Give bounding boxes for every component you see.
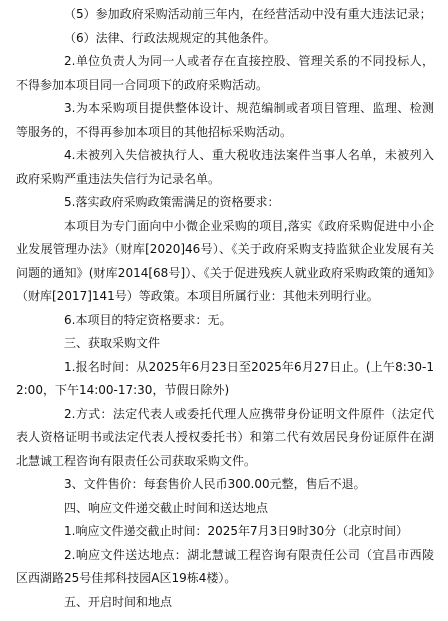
paragraph-requirement-4: 4.未被列入失信被执行人、重大税收违法案件当事人名单，未被列入政府采购严重违法失信行为记录名单。 (16, 148, 434, 186)
paragraph-delivery-location: 2.响应文件送达地点：湖北慧诚工程咨询有限责任公司（宜昌市西陵区西湖路25号佳邦科技园A区19栋4楼）。 (16, 547, 434, 585)
paragraph-condition-6: （6）法律、行政法规规定的其他条件。 (64, 30, 276, 45)
section-heading-obtain-documents: 三、获取采购文件 (64, 336, 161, 350)
paragraph-requirement-5: 5.落实政府采购政策需满足的资格要求： (64, 195, 280, 209)
paragraph-document-price: 3、文件售价：每套售价人民币300.00元整，售后不退。 (64, 477, 366, 491)
paragraph-deadline-time: 1.响应文件递交截止时间：2025年7月3日9时30分（北京时间） (64, 524, 409, 538)
paragraph-requirement-6: 6.本项目的特定资格要求：无。 (64, 312, 232, 327)
section-heading-submission-deadline: 四、响应文件递交截止时间和送达地点 (64, 500, 269, 515)
paragraph-policy-detail: 本项目为专门面向中小微企业采购的项目,落实《政府采购促进中小企业发展管理办法》（财库[2020]46号）、《关于政府采购支持监狱企业发展有关问题的通知》(财库2014[68号]）、《关于促进残疾人就业政府采购政策的通知》（财库[2017]141号）等政策。本项目所属行业：其他未列明行业。 (16, 218, 434, 303)
paragraph-method: 2.方式：法定代表人或委托代理人应携带身份证明文件原件（法定代表人资格证明书或法定代表人授权委托书）和第二代有效居民身份证原件在湖北慧诚工程咨询有限责任公司获取采购文件。 (16, 406, 434, 468)
paragraph-requirement-2: 2.单位负责人为同一人或者存在直接控股、管理关系的不同投标人，不得参加本项目同一合同项下的政府采购活动。 (16, 54, 434, 92)
paragraph-requirement-3: 3.为本采购项目提供整体设计、规范编制或者项目管理、监理、检测等服务的，不得再参加本项目的其他招标采购活动。 (16, 101, 434, 139)
section-heading-opening-time: 五、开启时间和地点 (64, 594, 173, 609)
paragraph-condition-5: （5）参加政府采购活动前三年内，在经营活动中没有重大违法记录； (64, 7, 432, 21)
paragraph-registration-time: 1.报名时间：从2025年6月23日至2025年6月27日止。(上午8:30-12:00，下午14:00-17:30，节假日除外) (16, 359, 434, 397)
